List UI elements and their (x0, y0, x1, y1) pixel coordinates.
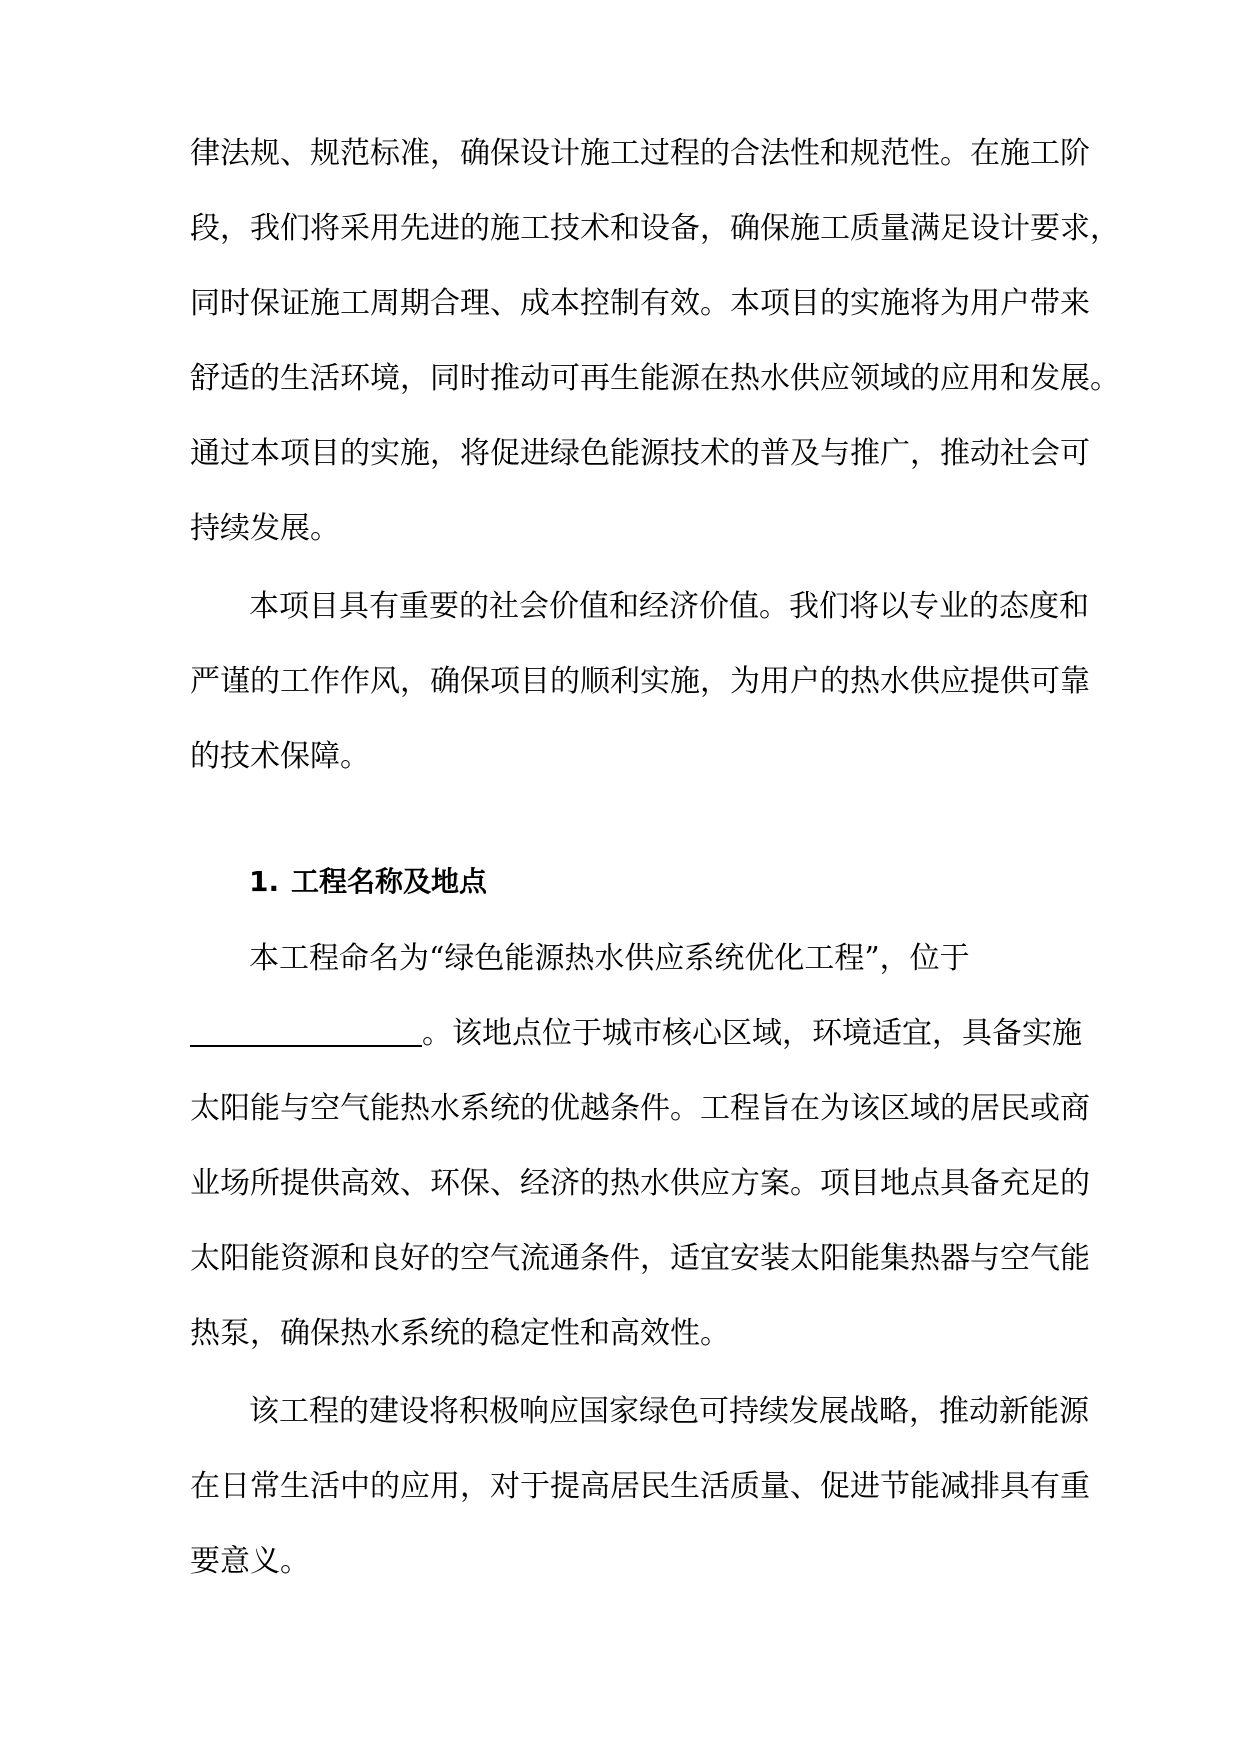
text-line (190, 1012, 1082, 1056)
section-title: 工程名称及地点 (291, 865, 488, 898)
text-line: 同时保证施工周期合理、成本控制有效。本项目的实施将为用户带来 (190, 286, 1090, 321)
text-line: 的技术保障。 (190, 739, 370, 774)
text-line: 业场所提供高效、环保、经济的热水供应方案。项目地点具备充足的 (190, 1166, 1090, 1201)
text-line: 严谨的工作作风，确保项目的顺利实施，为用户的热水供应提供可靠 (190, 664, 1090, 699)
section-number: 1. (249, 865, 280, 898)
blank-fill-line (190, 1015, 422, 1047)
text-line: 该工程的建设将积极响应国家绿色可持续发展战略，推动新能源 (249, 1394, 1089, 1429)
section-heading (249, 860, 1050, 904)
text-line: 段，我们将采用先进的施工技术和设备，确保施工质量满足设计要求， (190, 211, 1120, 246)
text-line-rest: 。该地点位于城市核心区域，环境适宜，具备实施 (422, 1016, 1082, 1051)
text-line: 在日常生活中的应用，对于提高居民生活质量、促进节能减排具有重 (190, 1469, 1090, 1504)
text-line: 太阳能资源和良好的空气流通条件，适宜安装太阳能集热器与空气能 (190, 1241, 1090, 1276)
text-line: 本项目具有重要的社会价值和经济价值。我们将以专业的态度和 (249, 589, 1089, 624)
text-line: 通过本项目的实施，将促进绿色能源技术的普及与推广，推动社会可 (190, 436, 1090, 471)
text-line: 本工程命名为“绿色能源热水供应系统优化工程”，位于 (249, 941, 970, 976)
text-line: 持续发展。 (190, 511, 340, 546)
text-line: 太阳能与空气能热水系统的优越条件。工程旨在为该区域的居民或商 (190, 1091, 1090, 1126)
text-line: 律法规、规范标准，确保设计施工过程的合法性和规范性。在施工阶 (190, 136, 1090, 171)
text-line: 舒适的生活环境，同时推动可再生能源在热水供应领域的应用和发展。 (190, 361, 1120, 396)
text-line: 要意义。 (190, 1544, 310, 1579)
text-line: 热泵，确保热水系统的稳定性和高效性。 (190, 1316, 730, 1351)
